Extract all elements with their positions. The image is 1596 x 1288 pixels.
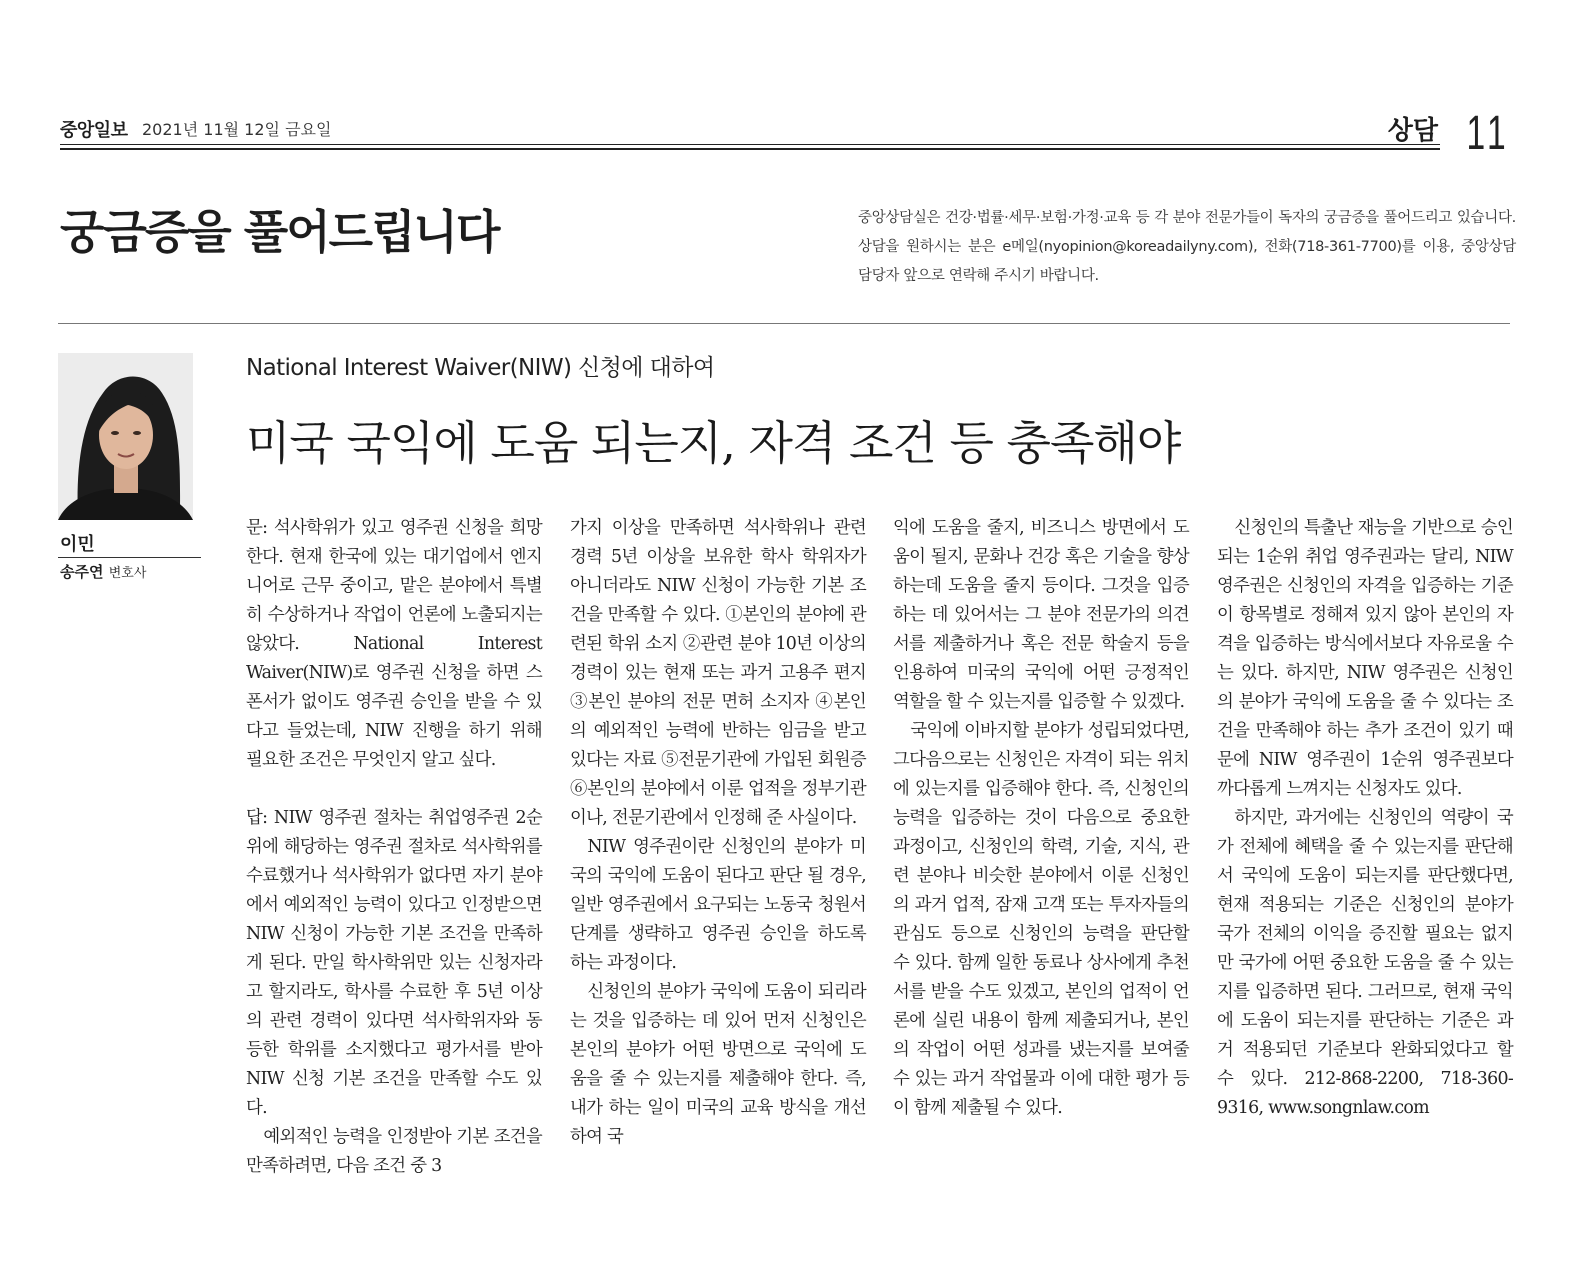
article-headline: 미국 국익에 도움 되는지, 자격 조건 등 충족해야	[246, 416, 1181, 470]
article-subtitle: National Interest Waiver(NIW) 신청에 대하여	[246, 355, 715, 381]
text-column-2	[570, 514, 866, 1152]
text-column-4	[1217, 514, 1513, 1123]
section-divider	[58, 323, 1510, 324]
paragraph-closing: 하지만, 과거에는 신청인의 역량이 국가 전체에 혜택을 줄 수 있는지를 판단해서 국익에 도움이 되는지를 판단했다면, 현재 적용되는 기준은 신청인의 분야가 국가 전체의 이익을 증진할 필요는 없지만 국가에 어떤 중요한 도움을 줄 수 있는지를 입증하면 된다. 그러므로, 현재 국익에 도움이 되는지를 판단하는 기준은 과거 적용되던 기준보다 완화되었다고 할 수 있다. 212-868-2200, 718-360-9316, www.songnlaw.com	[1217, 808, 1513, 1118]
paragraph: 가지 이상을 만족하면 석사학위나 관련 경력 5년 이상을 보유한 학사 학위자가 아니더라도 NIW 신청이 가능한 기본 조건을 만족할 수 있다. ①본인의 분야에 관련된 학위 소지 ②관련 분야 10년 이상의 경력이 있는 현재 또는 과거 고용주 편지 ③본인 분야의 전문 면허 소지자 ④본인의 예외적인 능력에 반하는 임금을 받고 있다는 자료 ⑤전문기관에 가입된 회원증 ⑥본인의 분야에서 이룬 업적을 정부기관이나, 전문기관에서 인정해 준 사실이다.	[570, 518, 866, 828]
paragraph: 국익에 이바지할 분야가 성립되었다면, 그다음으로는 신청인은 자격이 되는 위치에 있는지를 입증해야 한다. 즉, 신청인의 능력을 입증하는 것이 다음으로 중요한 과정이고, 신청인의 학력, 기술, 지식, 관련 분야나 비슷한 분야에서 이룬 신청인의 과거 업적, 잠재 고객 또는 투자자들의 관심도 등으로 신청인의 능력을 판단할 수 있다. 함께 일한 동료나 상사에게 추천서를 받을 수도 있겠고, 본인의 업적이 언론에 실린 내용이 함께 제출되거나, 본인의 작업이 어떤 성과를 냈는지를 보여줄 수 있는 과거 작업물과 이에 대한 평가 등이 함께 제출될 수 있다.	[893, 721, 1189, 1118]
paragraph-answer: 답: NIW 영주권 절차는 취업영주권 2순위에 해당하는 영주권 절차로 석사학위를 수료했거나 석사학위가 없다면 자기 분야에서 예외적인 능력이 있다고 인정받으면 NIW 신청이 가능한 기본 조건을 만족하게 된다. 만일 학사학위만 있는 신청자라고 할지라도, 학사를 수료한 후 5년 이상의 관련 경력이 있다면 석사학위자와 동등한 학위를 소지했다고 평가서를 받아 NIW 신청 기본 조건을 만족할 수도 있다.	[246, 808, 542, 1118]
author-photo	[58, 353, 193, 520]
text-column-3	[893, 514, 1189, 1123]
author-rule	[58, 557, 201, 558]
masthead	[60, 107, 1510, 160]
section-name: 상담	[1387, 116, 1438, 146]
page-number: 11	[1466, 107, 1510, 160]
masthead-rule	[60, 144, 1440, 145]
expert-byline	[60, 561, 146, 582]
paragraph: 예외적인 능력을 인정받아 기본 조건을 만족하려면, 다음 조건 중 3	[246, 1127, 542, 1176]
masthead-rule-thick	[60, 148, 1440, 150]
intro-text: 중앙상담실은 건강·법률·세무·보험·가정·교육 등 각 분야 전문가들이 독자의 궁금증을 풀어드리고 있습니다. 상담을 원하시는 분은 e메일(nyopinion@koreadailyny.com), 전화(718-361-7700)를 이용, 중앙상담 담당자 앞으로 연락해 주시기 바랍니다.	[858, 210, 1516, 284]
expert-name: 송주연	[60, 563, 104, 581]
author-name: 이민	[60, 534, 95, 555]
column-title: 궁금증을 풀어드립니다	[60, 205, 499, 259]
expert-title: 변호사	[108, 566, 147, 581]
issue-date: 2021년 11월 12일 금요일	[142, 120, 332, 139]
paragraph: 익에 도움을 줄지, 비즈니스 방면에서 도움이 될지, 문화나 건강 혹은 기술을 향상하는데 도움을 줄지 등이다. 그것을 입증하는 데 있어서는 그 분야 전문가의 의견서를 제출하거나 혹은 전문 학술지 등을 인용하여 미국의 국익에 어떤 긍정적인 역할을 할 수 있는지를 입증할 수 있겠다.	[893, 518, 1189, 712]
paragraph: 신청인의 특출난 재능을 기반으로 승인되는 1순위 취업 영주권과는 달리, NIW 영주권은 신청인의 자격을 입증하는 기준이 항목별로 정해져 있지 않아 본인의 자격을 입증하는 방식에서보다 자유로울 수는 있다. 하지만, NIW 영주권은 신청인의 분야가 국익에 도움을 줄 수 있다는 조건을 만족해야 하는 추가 조건이 있기 때문에 NIW 영주권이 1순위 영주권보다 까다롭게 느껴지는 신청자도 있다.	[1217, 518, 1513, 799]
paragraph-question: 문: 석사학위가 있고 영주권 신청을 희망한다. 현재 한국에 있는 대기업에서 엔지니어로 근무 중이고, 맡은 분야에서 특별히 수상하거나 작업이 언론에 노출되지는 않았다. National Interest Waiver(NIW)로 영주권 신청을 하면 스폰서가 없이도 영주권 승인을 받을 수 있다고 들었는데, NIW 진행을 하기 위해 필요한 조건은 무엇인지 알고 싶다.	[246, 518, 542, 770]
newspaper-name: 중앙일보	[60, 120, 128, 141]
text-column-1	[246, 514, 542, 1181]
paragraph: 신청인의 분야가 국익에 도움이 되리라는 것을 입증하는 데 있어 먼저 신청인은 본인의 분야가 어떤 방면으로 국익에 도움을 줄 수 있는지를 제출해야 한다. 즉, 내가 하는 일이 미국의 교육 방식을 개선하여 국	[570, 982, 866, 1147]
paragraph: NIW 영주권이란 신청인의 분야가 미국의 국익에 도움이 된다고 판단 될 경우, 일반 영주권에서 요구되는 노동국 청원서 단계를 생략하고 영주권 승인을 하도록 하는 과정이다.	[570, 837, 866, 973]
portrait-image	[58, 353, 193, 520]
